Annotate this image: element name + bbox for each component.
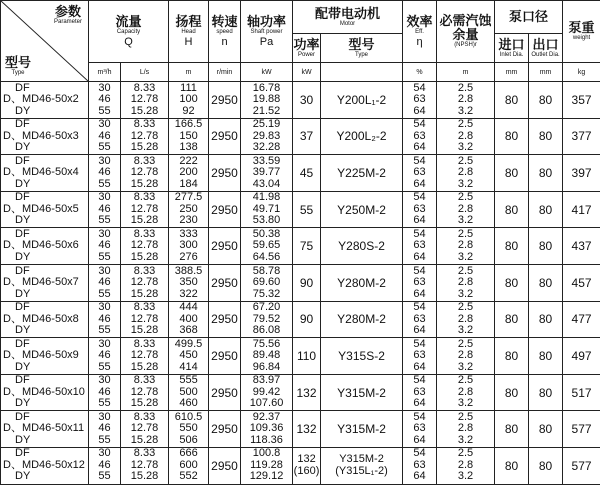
motor-type-cell: Y280M-2	[321, 301, 403, 338]
motor-type-cell: Y200L₁-2	[321, 82, 403, 119]
outlet-cell: 80	[529, 447, 563, 484]
shaft-power-cell: 50.38 59.65 64.56	[241, 228, 293, 265]
efficiency-cell: 54 63 64	[403, 264, 437, 301]
speed-cell: 2950	[209, 338, 241, 375]
flow-m3h-cell: 30 46 55	[89, 301, 121, 338]
table-row	[1, 338, 600, 375]
weight-cell: 477	[563, 301, 600, 338]
flow-ls-cell: 8.33 12.78 15.28	[121, 447, 169, 484]
model-cell: DF D、MD46-50x3 DY	[1, 118, 89, 155]
efficiency-cell: 54 63 64	[403, 301, 437, 338]
motor-power-cell: 132	[293, 411, 321, 448]
motor-power-cell: 90	[293, 301, 321, 338]
weight-cell: 497	[563, 338, 600, 375]
motor-type-header: 型号 Type	[321, 34, 403, 63]
table-row	[1, 118, 600, 155]
motor-power-cell: 132 (160)	[293, 447, 321, 484]
flow-m3h-cell: 30 46 55	[89, 338, 121, 375]
inlet-cell: 80	[495, 447, 529, 484]
weight-cell: 397	[563, 155, 600, 192]
model-cell: DF D、MD46-50x12 DY	[1, 447, 89, 484]
inlet-cell: 80	[495, 338, 529, 375]
head-cell: 111 100 92	[169, 82, 209, 119]
npsh-cell: 2.5 2.8 3.2	[437, 155, 495, 192]
inlet-cell: 80	[495, 411, 529, 448]
model-cell: DF D、MD46-50x5 DY	[1, 191, 89, 228]
shaft-power-cell: 25.19 29.83 32.28	[241, 118, 293, 155]
inlet-cell: 80	[495, 301, 529, 338]
npsh-cell: 2.5 2.8 3.2	[437, 191, 495, 228]
model-cell: DF D、MD46-50x11 DY	[1, 411, 89, 448]
shaft-power-cell: 92.37 109.36 118.36	[241, 411, 293, 448]
model-cell: DF D、MD46-50x9 DY	[1, 338, 89, 375]
flow-ls-cell: 8.33 12.78 15.28	[121, 118, 169, 155]
speed-cell: 2950	[209, 264, 241, 301]
head-cell: 610.5 550 506	[169, 411, 209, 448]
head-cell: 666 600 552	[169, 447, 209, 484]
model-cell: DF D、MD46-50x6 DY	[1, 228, 89, 265]
table-row	[1, 411, 600, 448]
speed-cell: 2950	[209, 118, 241, 155]
motor-power-cell: 30	[293, 82, 321, 119]
shaft-power-cell: 100.8 119.28 129.12	[241, 447, 293, 484]
head-cell: 166.5 150 138	[169, 118, 209, 155]
npsh-cell: 2.5 2.8 3.2	[437, 374, 495, 411]
outlet-cell: 80	[529, 374, 563, 411]
motor-type-cell: Y280M-2	[321, 264, 403, 301]
efficiency-cell: 54 63 64	[403, 338, 437, 375]
param-label: 参数	[54, 4, 81, 19]
unit-npsh: m	[437, 63, 495, 82]
flow-ls-cell: 8.33 12.78 15.28	[121, 191, 169, 228]
npsh-cell: 2.5 2.8 3.2	[437, 118, 495, 155]
npsh-cell: 2.5 2.8 3.2	[437, 82, 495, 119]
npsh-cell: 2.5 2.8 3.2	[437, 447, 495, 484]
unit-speed: r/min	[209, 63, 241, 82]
table-row	[1, 374, 600, 411]
flow-m3h-cell: 30 46 55	[89, 155, 121, 192]
model-cell: DF D、MD46-50x10 DY	[1, 374, 89, 411]
unit-shaft: kW	[241, 63, 293, 82]
table-row	[1, 264, 600, 301]
flow-m3h-cell: 30 46 55	[89, 264, 121, 301]
outlet-cell: 80	[529, 155, 563, 192]
shaft-power-cell: 75.56 89.48 96.84	[241, 338, 293, 375]
motor-header: 配带电动机 Motor	[293, 1, 403, 34]
motor-type-cell: Y315M-2 (Y315L₁-2)	[321, 447, 403, 484]
inlet-cell: 80	[495, 228, 529, 265]
weight-cell: 517	[563, 374, 600, 411]
unit-weight: kg	[563, 63, 600, 82]
inlet-cell: 80	[495, 155, 529, 192]
type-label: 型号	[5, 55, 32, 70]
speed-cell: 2950	[209, 374, 241, 411]
outlet-cell: 80	[529, 82, 563, 119]
flow-ls-cell: 8.33 12.78 15.28	[121, 411, 169, 448]
efficiency-cell: 54 63 64	[403, 155, 437, 192]
flow-m3h-cell: 30 46 55	[89, 82, 121, 119]
model-cell: DF D、MD46-50x8 DY	[1, 301, 89, 338]
speed-cell: 2950	[209, 191, 241, 228]
shaft-power-cell: 16.78 19.88 21.52	[241, 82, 293, 119]
unit-outlet: mm	[529, 63, 563, 82]
flow-header: 流量 Capacity Q	[89, 1, 169, 63]
flow-m3h-cell: 30 46 55	[89, 374, 121, 411]
efficiency-cell: 54 63 64	[403, 82, 437, 119]
motor-power-cell: 75	[293, 228, 321, 265]
motor-power-cell: 37	[293, 118, 321, 155]
unit-flow-ls: L/s	[121, 63, 169, 82]
flow-ls-cell: 8.33 12.78 15.28	[121, 264, 169, 301]
outlet-cell: 80	[529, 301, 563, 338]
weight-cell: 357	[563, 82, 600, 119]
table-row	[1, 447, 600, 484]
table-row	[1, 191, 600, 228]
motor-power-cell: 90	[293, 264, 321, 301]
head-cell: 333 300 276	[169, 228, 209, 265]
outlet-cell: 80	[529, 118, 563, 155]
unit-eff: %	[403, 63, 437, 82]
weight-cell: 417	[563, 191, 600, 228]
motor-power-cell: 132	[293, 374, 321, 411]
flow-m3h-cell: 30 46 55	[89, 118, 121, 155]
port-header: 泵口径	[495, 1, 563, 34]
unit-motor-type	[321, 63, 403, 82]
model-cell: DF D、MD46-50x2 DY	[1, 82, 89, 119]
unit-flow-m3h: m³/h	[89, 63, 121, 82]
table-row	[1, 228, 600, 265]
head-cell: 555 500 460	[169, 374, 209, 411]
unit-inlet: mm	[495, 63, 529, 82]
model-cell: DF D、MD46-50x7 DY	[1, 264, 89, 301]
unit-head: m	[169, 63, 209, 82]
outlet-cell: 80	[529, 228, 563, 265]
flow-ls-cell: 8.33 12.78 15.28	[121, 301, 169, 338]
motor-type-cell: Y250M-2	[321, 191, 403, 228]
flow-ls-cell: 8.33 12.78 15.28	[121, 82, 169, 119]
efficiency-cell: 54 63 64	[403, 447, 437, 484]
table-row	[1, 301, 600, 338]
motor-power-cell: 110	[293, 338, 321, 375]
table-row	[1, 82, 600, 119]
flow-ls-cell: 8.33 12.78 15.28	[121, 155, 169, 192]
head-cell: 277.5 250 230	[169, 191, 209, 228]
flow-m3h-cell: 30 46 55	[89, 191, 121, 228]
efficiency-cell: 54 63 64	[403, 118, 437, 155]
speed-cell: 2950	[209, 155, 241, 192]
npsh-cell: 2.5 2.8 3.2	[437, 264, 495, 301]
flow-m3h-cell: 30 46 55	[89, 447, 121, 484]
weight-header: 泵重 weight	[563, 1, 600, 63]
head-cell: 499.5 450 414	[169, 338, 209, 375]
motor-type-cell: Y225M-2	[321, 155, 403, 192]
flow-ls-cell: 8.33 12.78 15.28	[121, 374, 169, 411]
flow-m3h-cell: 30 46 55	[89, 411, 121, 448]
motor-power-cell: 55	[293, 191, 321, 228]
outlet-cell: 80	[529, 338, 563, 375]
shaft-power-cell: 58.78 69.60 75.32	[241, 264, 293, 301]
inlet-cell: 80	[495, 191, 529, 228]
shaft-power-cell: 33.59 39.77 43.04	[241, 155, 293, 192]
inlet-cell: 80	[495, 264, 529, 301]
efficiency-header: 效率 Eff. η	[403, 1, 437, 63]
model-cell: DF D、MD46-50x4 DY	[1, 155, 89, 192]
motor-type-cell: Y200L₂-2	[321, 118, 403, 155]
weight-cell: 577	[563, 411, 600, 448]
npsh-cell: 2.5 2.8 3.2	[437, 228, 495, 265]
efficiency-cell: 54 63 64	[403, 228, 437, 265]
outlet-header: 出口 Outlet Dia.	[529, 34, 563, 63]
param-label-en: Parameter	[53, 19, 82, 25]
efficiency-cell: 54 63 64	[403, 374, 437, 411]
flow-m3h-cell: 30 46 55	[89, 228, 121, 265]
outlet-cell: 80	[529, 411, 563, 448]
weight-cell: 437	[563, 228, 600, 265]
type-label-en: Type	[11, 70, 25, 76]
unit-motor-power: kW	[293, 63, 321, 82]
shaft-power-cell: 83.97 99.42 107.60	[241, 374, 293, 411]
weight-cell: 377	[563, 118, 600, 155]
motor-power-header: 功率 Power	[293, 34, 321, 63]
outlet-cell: 80	[529, 264, 563, 301]
npsh-cell: 2.5 2.8 3.2	[437, 338, 495, 375]
speed-cell: 2950	[209, 82, 241, 119]
head-cell: 388.5 350 322	[169, 264, 209, 301]
head-header: 扬程 Head H	[169, 1, 209, 63]
head-cell: 222 200 184	[169, 155, 209, 192]
motor-type-cell: Y315M-2	[321, 411, 403, 448]
npsh-header: 必需汽蚀余量 (NPSH)r	[437, 1, 495, 63]
speed-header: 转速 speed n	[209, 1, 241, 63]
param-type-header	[1, 1, 89, 82]
npsh-cell: 2.5 2.8 3.2	[437, 411, 495, 448]
inlet-header: 进口 Inlet Dia.	[495, 34, 529, 63]
head-cell: 444 400 368	[169, 301, 209, 338]
inlet-cell: 80	[495, 374, 529, 411]
table-row	[1, 155, 600, 192]
inlet-cell: 80	[495, 82, 529, 119]
motor-type-cell: Y315M-2	[321, 374, 403, 411]
flow-ls-cell: 8.33 12.78 15.28	[121, 228, 169, 265]
speed-cell: 2950	[209, 447, 241, 484]
efficiency-cell: 54 63 64	[403, 191, 437, 228]
flow-ls-cell: 8.33 12.78 15.28	[121, 338, 169, 375]
npsh-cell: 2.5 2.8 3.2	[437, 301, 495, 338]
weight-cell: 457	[563, 264, 600, 301]
speed-cell: 2950	[209, 411, 241, 448]
speed-cell: 2950	[209, 301, 241, 338]
motor-type-cell: Y280S-2	[321, 228, 403, 265]
speed-cell: 2950	[209, 228, 241, 265]
weight-cell: 577	[563, 447, 600, 484]
inlet-cell: 80	[495, 118, 529, 155]
efficiency-cell: 54 63 64	[403, 411, 437, 448]
outlet-cell: 80	[529, 191, 563, 228]
shaft-power-header: 轴功率 Shaft power Pa	[241, 1, 293, 63]
shaft-power-cell: 67.20 79.52 86.08	[241, 301, 293, 338]
motor-power-cell: 45	[293, 155, 321, 192]
shaft-power-cell: 41.98 49.71 53.80	[241, 191, 293, 228]
motor-type-cell: Y315S-2	[321, 338, 403, 375]
